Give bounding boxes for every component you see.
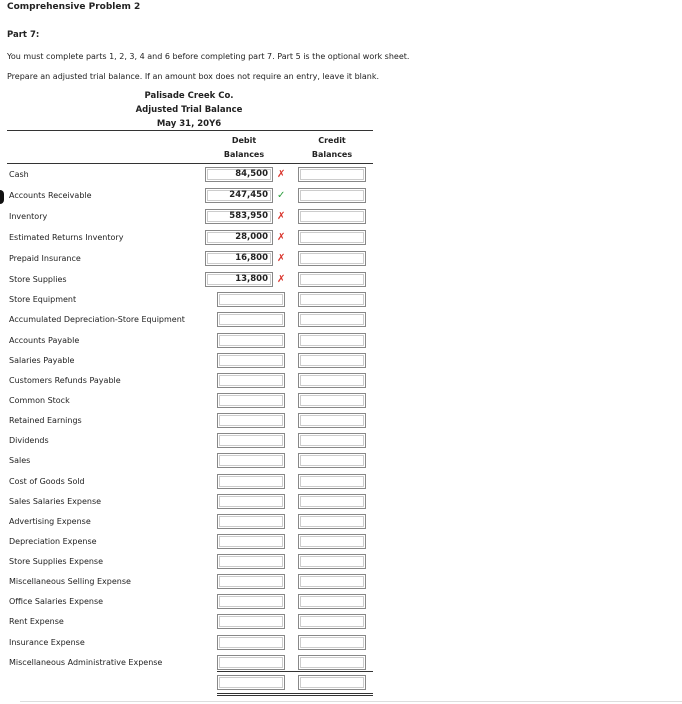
- account-label: Cost of Goods Sold: [9, 477, 85, 486]
- debit-input[interactable]: [217, 312, 285, 327]
- account-label: Advertising Expense: [9, 517, 91, 526]
- header-rule-top: [7, 130, 373, 131]
- account-label: Retained Earnings: [9, 416, 82, 425]
- debit-column-header: [209, 134, 279, 162]
- account-label: Customers Refunds Payable: [9, 376, 121, 385]
- account-label: Accumulated Depreciation-Store Equipment: [9, 315, 185, 324]
- debit-input[interactable]: [217, 292, 285, 307]
- debit-input[interactable]: 13,800: [205, 272, 273, 287]
- credit-input[interactable]: [298, 188, 366, 203]
- debit-input[interactable]: [217, 514, 285, 529]
- debit-input[interactable]: [217, 574, 285, 589]
- credit-input[interactable]: [298, 413, 366, 428]
- credit-input[interactable]: [298, 251, 366, 266]
- debit-input[interactable]: [217, 594, 285, 609]
- total-credit-input[interactable]: [298, 675, 366, 690]
- credit-input[interactable]: [298, 167, 366, 182]
- debit-input[interactable]: [217, 614, 285, 629]
- debit-input[interactable]: 583,950: [205, 209, 273, 224]
- credit-input[interactable]: [298, 494, 366, 509]
- debit-header-line-1: Debit: [231, 136, 257, 145]
- debit-input[interactable]: 16,800: [205, 251, 273, 266]
- debit-input[interactable]: [217, 635, 285, 650]
- credit-input[interactable]: [298, 353, 366, 368]
- account-label: Sales: [9, 456, 31, 465]
- instruction-line-2: Prepare an adjusted trial balance. If an amount box does not require an entry, leave it blank.: [7, 72, 380, 81]
- credit-column-header: [297, 134, 367, 162]
- credit-input[interactable]: [298, 514, 366, 529]
- company-name: Palisade Creek Co.: [144, 91, 234, 101]
- credit-header-line-1: Credit: [318, 136, 346, 145]
- account-label: Estimated Returns Inventory: [9, 233, 124, 242]
- account-label: Store Equipment: [9, 295, 77, 304]
- account-label: Accounts Payable: [9, 336, 80, 345]
- instruction-line-1: You must complete parts 1, 2, 3, 4 and 6 before completing part 7. Part 5 is the optional work sheet.: [7, 52, 410, 61]
- credit-input[interactable]: [298, 373, 366, 388]
- total-debit-input[interactable]: [217, 675, 285, 690]
- debit-input[interactable]: [217, 433, 285, 448]
- account-label: Insurance Expense: [9, 638, 85, 647]
- credit-header-line-2: Balances: [311, 150, 353, 159]
- statement-name: Adjusted Trial Balance: [135, 105, 243, 115]
- total-rule: [217, 671, 373, 672]
- credit-input[interactable]: [298, 209, 366, 224]
- debit-input[interactable]: [217, 494, 285, 509]
- incorrect-x-icon: ✗: [277, 211, 286, 222]
- credit-input[interactable]: [298, 393, 366, 408]
- account-label: Depreciation Expense: [9, 537, 97, 546]
- correct-check-icon: ✓: [277, 190, 286, 201]
- credit-input[interactable]: [298, 594, 366, 609]
- account-label: Inventory: [9, 212, 48, 221]
- incorrect-x-icon: ✗: [277, 253, 286, 264]
- header-rule-bottom: [7, 163, 373, 164]
- account-label: Miscellaneous Selling Expense: [9, 577, 131, 586]
- debit-input[interactable]: [217, 453, 285, 468]
- part-title: Part 7:: [7, 30, 40, 40]
- debit-input[interactable]: [217, 353, 285, 368]
- account-label: Office Salaries Expense: [9, 597, 104, 606]
- credit-input[interactable]: [298, 230, 366, 245]
- debit-input[interactable]: [217, 413, 285, 428]
- problem-title: Comprehensive Problem 2: [7, 2, 141, 12]
- credit-input[interactable]: [298, 272, 366, 287]
- incorrect-x-icon: ✗: [277, 232, 286, 243]
- credit-input[interactable]: [298, 474, 366, 489]
- debit-header-line-2: Balances: [223, 150, 265, 159]
- account-label: Accounts Receivable: [9, 191, 92, 200]
- debit-input[interactable]: [217, 393, 285, 408]
- total-double-rule-1: [217, 693, 373, 694]
- total-double-rule-2: [217, 695, 373, 696]
- credit-input[interactable]: [298, 292, 366, 307]
- debit-input[interactable]: 247,450: [205, 188, 273, 203]
- incorrect-x-icon: ✗: [277, 169, 286, 180]
- debit-input[interactable]: [217, 373, 285, 388]
- credit-input[interactable]: [298, 333, 366, 348]
- debit-input[interactable]: [217, 534, 285, 549]
- debit-input[interactable]: [217, 655, 285, 670]
- page-bottom-divider: [20, 701, 682, 702]
- debit-input[interactable]: [217, 333, 285, 348]
- account-label: Store Supplies Expense: [9, 557, 104, 566]
- debit-input[interactable]: 84,500: [205, 167, 273, 182]
- credit-input[interactable]: [298, 433, 366, 448]
- credit-input[interactable]: [298, 534, 366, 549]
- credit-input[interactable]: [298, 655, 366, 670]
- credit-input[interactable]: [298, 574, 366, 589]
- incorrect-x-icon: ✗: [277, 274, 286, 285]
- account-label: Salaries Payable: [9, 356, 75, 365]
- debit-input[interactable]: [217, 474, 285, 489]
- row-focus-indicator: [0, 190, 4, 204]
- credit-input[interactable]: [298, 312, 366, 327]
- credit-input[interactable]: [298, 635, 366, 650]
- account-label: Store Supplies: [9, 275, 67, 284]
- account-label: Miscellaneous Administrative Expense: [9, 658, 163, 667]
- credit-input[interactable]: [298, 614, 366, 629]
- account-label: Common Stock: [9, 396, 70, 405]
- account-label: Rent Expense: [9, 617, 64, 626]
- account-label: Cash: [9, 170, 29, 179]
- credit-input[interactable]: [298, 554, 366, 569]
- credit-input[interactable]: [298, 453, 366, 468]
- debit-input[interactable]: 28,000: [205, 230, 273, 245]
- statement-date: May 31, 20Y6: [156, 119, 222, 129]
- account-label: Dividends: [9, 436, 49, 445]
- account-label: Sales Salaries Expense: [9, 497, 102, 506]
- debit-input[interactable]: [217, 554, 285, 569]
- account-label: Prepaid Insurance: [9, 254, 81, 263]
